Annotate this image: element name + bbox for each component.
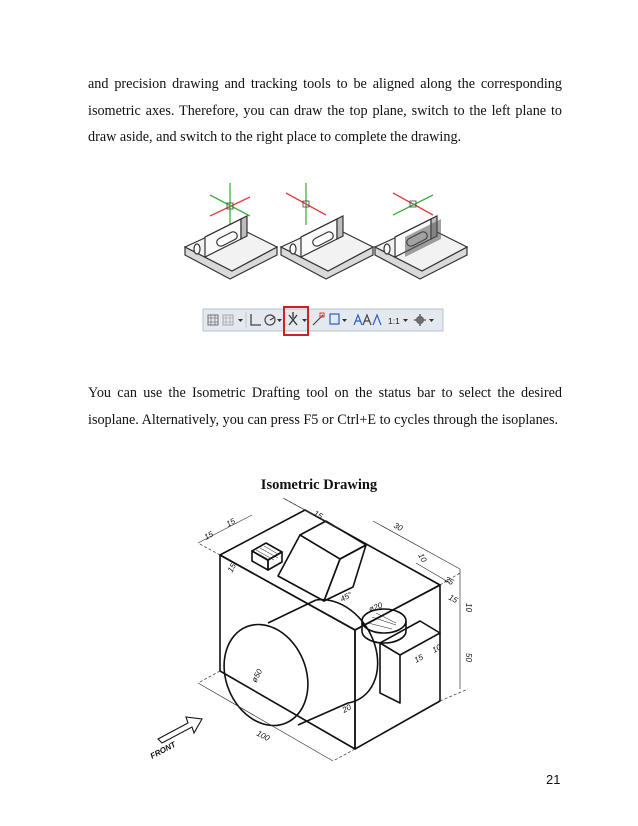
figure-title: Isometric Drawing	[260, 477, 378, 493]
camera-isometric-drawing	[148, 503, 493, 773]
front-label: FRONT	[148, 739, 178, 761]
side-step	[380, 621, 440, 655]
front-arrow-icon	[149, 717, 202, 761]
dimension-label: 15	[312, 508, 325, 521]
dimension-label: ø20	[367, 600, 384, 614]
dimension-label: 10	[416, 551, 429, 564]
status-bar-toolbar	[203, 306, 445, 336]
dimension-label: 15	[224, 516, 237, 529]
dimension-label: 35	[443, 574, 456, 587]
dimension-label: 20	[340, 702, 353, 715]
body-side-face	[355, 585, 440, 749]
isoplane-illustration	[175, 183, 475, 283]
dimension-label: 30	[392, 520, 405, 533]
dimension-label: 10	[430, 642, 443, 655]
dimension-label: ø50	[249, 667, 265, 684]
bracket-top-plane	[185, 216, 277, 279]
dimension-label: 50	[464, 653, 473, 662]
crosshair-right-plane-icon	[393, 193, 433, 215]
page-number: 21	[546, 772, 561, 787]
dimension-label: 15	[447, 592, 460, 605]
dimension-label: 15	[225, 561, 238, 574]
dimension-label: 15	[412, 652, 425, 665]
dimension-label: 100	[255, 728, 272, 744]
dimension-label: 45°	[338, 590, 354, 604]
crosshair-left-plane-icon	[286, 183, 326, 225]
scale-label[interactable]: 1:1	[388, 316, 400, 326]
body-front-face	[220, 555, 355, 749]
paragraph-isometric-axes: and precision drawing and tracking tools to be aligned along the corresponding isometric axes. Therefore, you can draw the top plane, switch to the left plane to draw aside, and switch to the right place to complete the drawing.	[88, 76, 562, 145]
dimension-label: 10	[464, 603, 473, 612]
dimension-label: 15	[202, 529, 215, 542]
viewfinder-front	[278, 535, 340, 601]
viewfinder-top	[300, 521, 366, 559]
bracket-left-plane	[281, 216, 373, 279]
body-top-face	[220, 510, 440, 630]
lens-barrel	[268, 600, 378, 725]
paragraph-isoplane-switch: You can use the Isometric Drafting tool on the status bar to select the desired isoplane. Alternatively, you can press F5 or Ctrl+E to cycles through the isoplanes.	[88, 385, 562, 428]
bracket-right-plane	[375, 216, 467, 279]
